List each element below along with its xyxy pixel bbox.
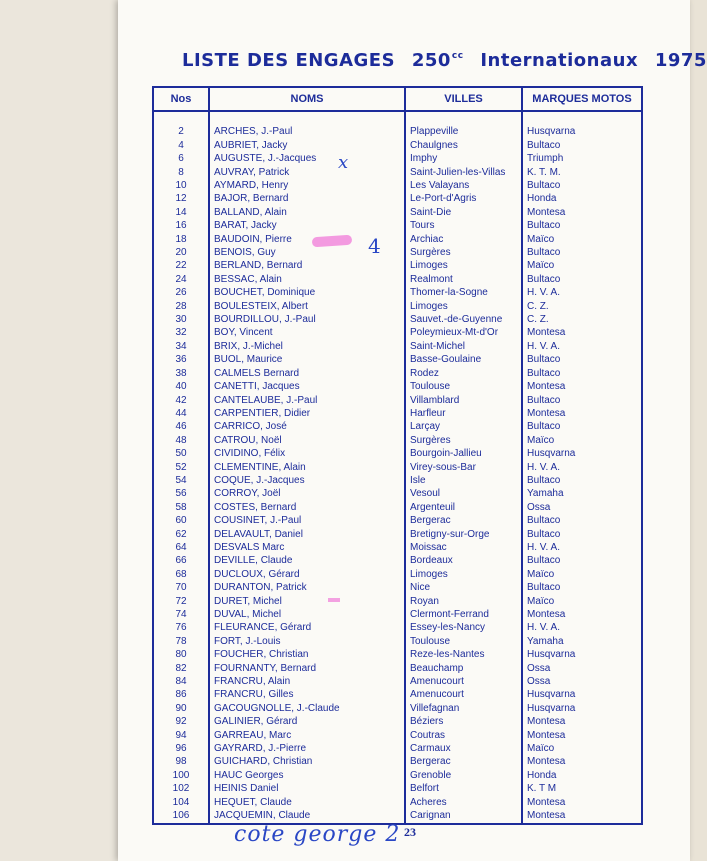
entry-city: Saint-Michel xyxy=(405,340,522,353)
entry-name: CARPENTIER, Didier xyxy=(209,407,405,420)
entry-number: 86 xyxy=(153,688,209,701)
entry-city: Clermont-Ferrand xyxy=(405,608,522,621)
table-row xyxy=(153,166,642,179)
entry-name: DUCLOUX, Gérard xyxy=(209,568,405,581)
entry-city: Argenteuil xyxy=(405,501,522,514)
table-row xyxy=(153,796,642,809)
entry-brand: Maïco xyxy=(527,434,555,446)
col-noms-header: NOMS xyxy=(209,87,405,111)
entry-number: 74 xyxy=(153,608,209,621)
table-row xyxy=(153,501,642,514)
table-row xyxy=(153,595,642,608)
entry-name: CATROU, Noël xyxy=(209,434,405,447)
entry-name: BOUCHET, Dominique xyxy=(209,286,405,299)
entry-city: Thomer-la-Sogne xyxy=(405,286,522,299)
entry-city: Chaulgnes xyxy=(405,139,522,152)
table-row xyxy=(153,326,642,339)
entry-city: Archiac xyxy=(405,233,522,246)
entry-city: Limoges xyxy=(405,300,522,313)
entry-number: 102 xyxy=(153,782,209,795)
entry-name: BAUDOIN, Pierre xyxy=(209,233,405,246)
entry-brand: Montesa xyxy=(527,796,566,808)
entry-name: COSTES, Bernard xyxy=(209,501,405,514)
table-row xyxy=(153,648,642,661)
entry-city: Bourgoin-Jallieu xyxy=(405,447,522,460)
table-row xyxy=(153,474,642,487)
entry-number: 10 xyxy=(153,179,209,192)
entry-city: Plappeville xyxy=(405,125,522,138)
entry-brand: Husqvarna xyxy=(527,689,576,701)
table-row xyxy=(153,179,642,192)
entry-number: 82 xyxy=(153,662,209,675)
entry-city: Bergerac xyxy=(405,755,522,768)
entry-name: BRIX, J.-Michel xyxy=(209,340,405,353)
entry-name: BENOIS, Guy xyxy=(209,246,405,259)
entry-number: 30 xyxy=(153,313,209,326)
entry-number: 16 xyxy=(153,219,209,232)
table-row xyxy=(153,755,642,768)
entry-brand: Ossa xyxy=(527,662,551,674)
entry-number: 54 xyxy=(153,474,209,487)
entry-city: Limoges xyxy=(405,568,522,581)
table-row xyxy=(153,581,642,594)
entry-number: 34 xyxy=(153,340,209,353)
entry-number: 104 xyxy=(153,796,209,809)
title-event: Internationaux xyxy=(480,50,639,71)
entry-brand: Montesa xyxy=(527,810,566,822)
previous-page-edge xyxy=(0,0,118,861)
entry-brand: C. Z. xyxy=(527,314,549,326)
entry-brand: Montesa xyxy=(527,327,566,339)
entry-brand: K. T M xyxy=(527,783,557,795)
entry-brand: Husqvarna xyxy=(527,702,576,714)
table-row xyxy=(153,313,642,326)
table-row xyxy=(153,635,642,648)
entry-brand: Bultaco xyxy=(527,528,561,540)
table-body xyxy=(153,111,642,824)
entry-brand: Husqvarna xyxy=(527,126,576,138)
entry-city: Saint-Die xyxy=(405,206,522,219)
table-row xyxy=(153,769,642,782)
entry-name: BUOL, Maurice xyxy=(209,353,405,366)
entry-city: Bordeaux xyxy=(405,554,522,567)
entry-name: DUVAL, Michel xyxy=(209,608,405,621)
table-row xyxy=(153,219,642,232)
entry-number: 24 xyxy=(153,273,209,286)
entry-city: Basse-Goulaine xyxy=(405,353,522,366)
table-row xyxy=(153,380,642,393)
table-row xyxy=(153,353,642,366)
entry-brand: Bultaco xyxy=(527,273,561,285)
entry-number: 60 xyxy=(153,514,209,527)
entry-name: HEQUET, Claude xyxy=(209,796,405,809)
entry-name: CANTELAUBE, J.-Paul xyxy=(209,394,405,407)
entry-brand: Bultaco xyxy=(527,354,561,366)
table-row xyxy=(153,782,642,795)
entry-number: 62 xyxy=(153,528,209,541)
page-title xyxy=(182,50,707,71)
entry-city: Surgères xyxy=(405,434,522,447)
entry-name: GUICHARD, Christian xyxy=(209,755,405,768)
entry-brand: Honda xyxy=(527,769,557,781)
entry-brand: Yamaha xyxy=(527,488,564,500)
table-row xyxy=(153,715,642,728)
entry-name: JACQUEMIN, Claude xyxy=(209,809,405,823)
entry-number: 98 xyxy=(153,755,209,768)
entry-name: FOUCHER, Christian xyxy=(209,648,405,661)
entry-number: 100 xyxy=(153,769,209,782)
entry-brand: Ossa xyxy=(527,676,551,688)
entry-brand: Honda xyxy=(527,193,557,205)
entry-number: 72 xyxy=(153,595,209,608)
entry-name: ARCHES, J.-Paul xyxy=(209,125,405,138)
entry-city: Toulouse xyxy=(405,635,522,648)
entry-number: 52 xyxy=(153,461,209,474)
entry-name: CANETTI, Jacques xyxy=(209,380,405,393)
entry-number: 50 xyxy=(153,447,209,460)
table-row xyxy=(153,286,642,299)
table-row xyxy=(153,300,642,313)
pink-highlighter-dot xyxy=(328,598,340,602)
entry-brand: Bultaco xyxy=(527,515,561,527)
spacer-row xyxy=(153,111,642,125)
entry-brand: Bultaco xyxy=(527,474,561,486)
entry-number: 26 xyxy=(153,286,209,299)
entry-number: 96 xyxy=(153,742,209,755)
entry-city: Harfleur xyxy=(405,407,522,420)
title-class-unit: cc xyxy=(451,51,464,61)
entry-city: Isle xyxy=(405,474,522,487)
entry-city: Vesoul xyxy=(405,487,522,500)
entry-city: Limoges xyxy=(405,259,522,272)
entry-brand: Bultaco xyxy=(527,582,561,594)
entry-brand: H. V. A. xyxy=(527,541,560,553)
entry-city: Villamblard xyxy=(405,394,522,407)
entry-brand: Bultaco xyxy=(527,139,561,151)
entry-name: COUSINET, J.-Paul xyxy=(209,514,405,527)
entry-name: AYMARD, Henry xyxy=(209,179,405,192)
title-class: 250 xyxy=(411,50,451,71)
table-row xyxy=(153,621,642,634)
entry-city: Realmont xyxy=(405,273,522,286)
entry-name: AUGUSTE, J.-Jacques xyxy=(209,152,405,165)
entry-name: BOURDILLOU, J.-Paul xyxy=(209,313,405,326)
table-row xyxy=(153,233,642,246)
entry-number: 64 xyxy=(153,541,209,554)
entry-number: 36 xyxy=(153,353,209,366)
entry-brand: Maïco xyxy=(527,743,555,755)
entry-name: FRANCRU, Gilles xyxy=(209,688,405,701)
entry-name: FRANCRU, Alain xyxy=(209,675,405,688)
entry-number: 90 xyxy=(153,702,209,715)
entry-city: Virey-sous-Bar xyxy=(405,461,522,474)
table-row xyxy=(153,407,642,420)
entry-brand: Montesa xyxy=(527,729,566,741)
entry-city: Les Valayans xyxy=(405,179,522,192)
table-row xyxy=(153,514,642,527)
table-row xyxy=(153,742,642,755)
table-row xyxy=(153,367,642,380)
entry-brand: H. V. A. xyxy=(527,287,560,299)
entry-name: FLEURANCE, Gérard xyxy=(209,621,405,634)
table-row xyxy=(153,206,642,219)
entry-brand: K. T. M. xyxy=(527,166,561,178)
table-row xyxy=(153,125,642,138)
entry-brand: Bultaco xyxy=(527,367,561,379)
entry-city: Toulouse xyxy=(405,380,522,393)
entry-brand: Bultaco xyxy=(527,555,561,567)
handwritten-note: cote george 2 xyxy=(234,822,401,847)
table-header xyxy=(153,87,642,111)
entry-number: 56 xyxy=(153,487,209,500)
table-row xyxy=(153,394,642,407)
entry-name: DURANTON, Patrick xyxy=(209,581,405,594)
entry-brand: Maïco xyxy=(527,595,555,607)
entry-name: CLEMENTINE, Alain xyxy=(209,461,405,474)
entry-name: GAYRARD, J.-Pierre xyxy=(209,742,405,755)
entry-brand: H. V. A. xyxy=(527,461,560,473)
entry-brand: Bultaco xyxy=(527,180,561,192)
entry-number: 70 xyxy=(153,581,209,594)
entry-number: 68 xyxy=(153,568,209,581)
entry-city: Beauchamp xyxy=(405,662,522,675)
entry-name: FORT, J.-Louis xyxy=(209,635,405,648)
entry-city: Tours xyxy=(405,219,522,232)
entry-brand: Ossa xyxy=(527,501,551,513)
col-num-header: Nos xyxy=(153,87,209,111)
entry-brand: Montesa xyxy=(527,381,566,393)
title-main: LISTE DES ENGAGES xyxy=(182,50,396,71)
handwritten-x-mark: x xyxy=(338,152,349,173)
entry-number: 8 xyxy=(153,166,209,179)
entry-name: BALLAND, Alain xyxy=(209,206,405,219)
entry-city: Surgères xyxy=(405,246,522,259)
entry-number: 66 xyxy=(153,554,209,567)
table-row xyxy=(153,702,642,715)
entry-number: 78 xyxy=(153,635,209,648)
entry-number: 80 xyxy=(153,648,209,661)
table-row xyxy=(153,434,642,447)
entry-number: 6 xyxy=(153,152,209,165)
entry-name: GARREAU, Marc xyxy=(209,729,405,742)
entry-city: Acheres xyxy=(405,796,522,809)
entry-brand: Husqvarna xyxy=(527,448,576,460)
entry-name: FOURNANTY, Bernard xyxy=(209,662,405,675)
entry-brand: Bultaco xyxy=(527,247,561,259)
entry-brand: Montesa xyxy=(527,407,566,419)
entry-number: 22 xyxy=(153,259,209,272)
entry-name: COQUE, J.-Jacques xyxy=(209,474,405,487)
table-row xyxy=(153,273,642,286)
handwritten-four: 4 xyxy=(368,234,381,258)
entry-city: Carmaux xyxy=(405,742,522,755)
entry-brand: Montesa xyxy=(527,206,566,218)
table-row xyxy=(153,192,642,205)
table-row xyxy=(153,528,642,541)
entry-city: Belfort xyxy=(405,782,522,795)
entry-name: DESVALS Marc xyxy=(209,541,405,554)
entry-number: 20 xyxy=(153,246,209,259)
entry-number: 94 xyxy=(153,729,209,742)
entry-brand: Montesa xyxy=(527,756,566,768)
table-row xyxy=(153,662,642,675)
table-row xyxy=(153,259,642,272)
entry-brand: Bultaco xyxy=(527,220,561,232)
entry-name: DURET, Michel xyxy=(209,595,405,608)
entry-city: Nice xyxy=(405,581,522,594)
entry-number: 44 xyxy=(153,407,209,420)
entry-city: Bretigny-sur-Orge xyxy=(405,528,522,541)
entry-name: CORROY, Joël xyxy=(209,487,405,500)
entry-name: HAUC Georges xyxy=(209,769,405,782)
entry-number: 18 xyxy=(153,233,209,246)
entry-city: Larçay xyxy=(405,420,522,433)
entry-name: DELAVAULT, Daniel xyxy=(209,528,405,541)
entry-number: 46 xyxy=(153,420,209,433)
entry-city: Villefagnan xyxy=(405,702,522,715)
entry-number: 106 xyxy=(153,809,209,823)
entry-name: DEVILLE, Claude xyxy=(209,554,405,567)
table-row xyxy=(153,541,642,554)
entry-name: CARRICO, José xyxy=(209,420,405,433)
entry-number: 38 xyxy=(153,367,209,380)
entry-city: Reze-les-Nantes xyxy=(405,648,522,661)
entry-name: BARAT, Jacky xyxy=(209,219,405,232)
entry-city: Essey-les-Nancy xyxy=(405,621,522,634)
table-row xyxy=(153,487,642,500)
entry-city: Rodez xyxy=(405,367,522,380)
entry-number: 58 xyxy=(153,501,209,514)
entry-brand: H. V. A. xyxy=(527,622,560,634)
entry-name: GACOUGNOLLE, J.-Claude xyxy=(209,702,405,715)
entry-name: BESSAC, Alain xyxy=(209,273,405,286)
entry-number: 2 xyxy=(153,125,209,138)
entry-name: HEINIS Daniel xyxy=(209,782,405,795)
entry-number: 28 xyxy=(153,300,209,313)
entry-name: CALMELS Bernard xyxy=(209,367,405,380)
entry-brand: Maïco xyxy=(527,233,555,245)
entry-brand: Triumph xyxy=(527,153,564,165)
table-row xyxy=(153,608,642,621)
entry-city: Amenucourt xyxy=(405,688,522,701)
table-row xyxy=(153,688,642,701)
page-number: 23 xyxy=(404,825,416,839)
entries-table xyxy=(152,86,643,825)
col-marques-header: MARQUES MOTOS xyxy=(522,87,642,111)
table-row xyxy=(153,152,642,165)
entry-number: 48 xyxy=(153,434,209,447)
entry-number: 76 xyxy=(153,621,209,634)
entry-name: BAJOR, Bernard xyxy=(209,192,405,205)
entry-name: GALINIER, Gérard xyxy=(209,715,405,728)
table-row xyxy=(153,246,642,259)
entry-name: BERLAND, Bernard xyxy=(209,259,405,272)
entry-city: Le-Port-d'Agris xyxy=(405,192,522,205)
entry-brand: Husqvarna xyxy=(527,649,576,661)
entry-brand: Montesa xyxy=(527,609,566,621)
entry-city: Poleymieux-Mt-d'Or xyxy=(405,326,522,339)
table-row xyxy=(153,340,642,353)
title-year: 1975 xyxy=(654,50,707,71)
entry-city: Bergerac xyxy=(405,514,522,527)
table-row xyxy=(153,139,642,152)
entry-city: Carignan xyxy=(405,809,522,823)
entry-number: 40 xyxy=(153,380,209,393)
entry-brand: C. Z. xyxy=(527,300,549,312)
entry-city: Amenucourt xyxy=(405,675,522,688)
entry-city: Coutras xyxy=(405,729,522,742)
entry-number: 84 xyxy=(153,675,209,688)
entry-number: 14 xyxy=(153,206,209,219)
col-villes-header: VILLES xyxy=(405,87,522,111)
entry-city: Grenoble xyxy=(405,769,522,782)
table-row xyxy=(153,729,642,742)
entry-brand: Maïco xyxy=(527,568,555,580)
entry-brand: Bultaco xyxy=(527,394,561,406)
entry-brand: Montesa xyxy=(527,716,566,728)
entry-city: Saint-Julien-les-Villas xyxy=(405,166,522,179)
entry-brand: Maïco xyxy=(527,260,555,272)
entry-city: Béziers xyxy=(405,715,522,728)
entry-name: BOY, Vincent xyxy=(209,326,405,339)
table-row xyxy=(153,568,642,581)
entry-number: 32 xyxy=(153,326,209,339)
entry-brand: Yamaha xyxy=(527,635,564,647)
entry-name: BOULESTEIX, Albert xyxy=(209,300,405,313)
entry-name: AUVRAY, Patrick xyxy=(209,166,405,179)
table-row xyxy=(153,420,642,433)
entry-city: Moissac xyxy=(405,541,522,554)
entry-brand: Bultaco xyxy=(527,421,561,433)
entry-name: AUBRIET, Jacky xyxy=(209,139,405,152)
table-row xyxy=(153,554,642,567)
table-row xyxy=(153,447,642,460)
entry-city: Imphy xyxy=(405,152,522,165)
entry-number: 92 xyxy=(153,715,209,728)
entry-brand: H. V. A. xyxy=(527,340,560,352)
table-row xyxy=(153,461,642,474)
entry-name: CIVIDINO, Félix xyxy=(209,447,405,460)
entry-city: Royan xyxy=(405,595,522,608)
entry-number: 42 xyxy=(153,394,209,407)
table-row xyxy=(153,675,642,688)
entry-city: Sauvet.-de-Guyenne xyxy=(405,313,522,326)
entry-number: 4 xyxy=(153,139,209,152)
entry-number: 12 xyxy=(153,192,209,205)
